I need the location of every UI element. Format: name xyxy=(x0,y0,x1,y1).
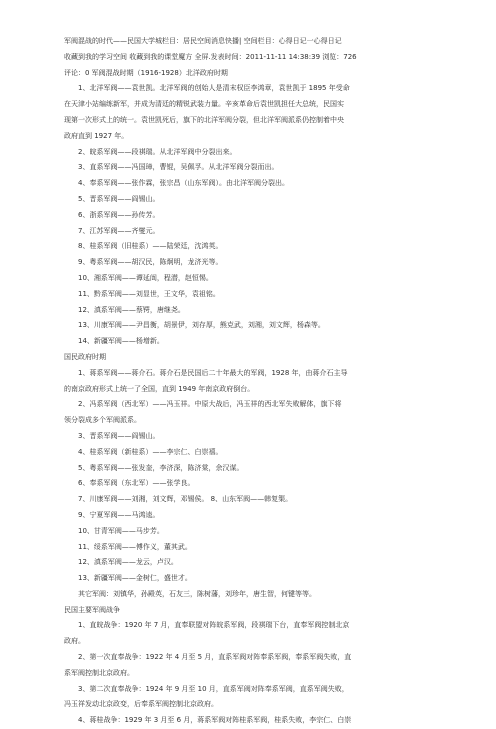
beiyang-line: 4、奉系军阀——张作霖，张宗昌（山东军阀）。由北洋军阀分裂出。 xyxy=(78,179,289,188)
beiyang-line: 5、晋系军阀——阎锡山。 xyxy=(78,194,160,203)
beiyang-line: 7、江苏军阀——齐燮元。 xyxy=(78,226,160,235)
wars-line: 2、第一次直奉战争：1922 年 4 月至 5 月，直系军阀对阵奉系军阀，奉系军阀失败，直 xyxy=(78,653,352,662)
beiyang-line: 在天津小站编练新军，并成为清廷的精锐武装力量。辛亥革命后袁世凯担任大总统，民国实 xyxy=(64,100,344,109)
section-title-wars: 民国主要军阀战争 xyxy=(64,605,120,614)
wars-line: 3、第二次直奉战争：1924 年 9 月至 10 月，直系军阀对阵奉系军阀，直系军阀失败， xyxy=(78,684,349,693)
beiyang-line: 2、皖系军阀——段祺瑞。从北洋军阀中分裂出来。 xyxy=(78,147,237,156)
guomin-line: 10、甘青军阀——马步芳。 xyxy=(78,526,164,535)
header-line: 评论：0 军阀混战时期（1916-1928）北洋政府时期 xyxy=(64,68,228,77)
header-line: 收藏到我的学习空间 收藏到我的课堂魔方 全屏.发表时间：2011-11-11 14:38:39 浏览：726 xyxy=(64,52,357,61)
guomin-line: 1、蒋系军阀——蒋介石。蒋介石是民国后二十年最大的军阀，1928 年，由蒋介石主导 xyxy=(78,368,348,377)
beiyang-line: 14、新疆军阀——杨增新。 xyxy=(78,337,164,346)
beiyang-line: 12、滇系军阀——蔡锷，唐继尧。 xyxy=(78,305,185,314)
beiyang-line: 政府直到 1927 年。 xyxy=(64,131,129,140)
guomin-line: 11、绥系军阀——傅作义，董其武。 xyxy=(78,542,192,551)
guomin-line: 9、宁夏军阀——马鸿逵。 xyxy=(78,510,160,519)
wars-line: 系军阀控制北京政府。 xyxy=(64,668,134,677)
guomin-line: 领分裂成多个军阀派系。 xyxy=(64,416,141,425)
beiyang-line: 9、粤系军阀——胡汉民，陈炯明，龙济光等。 xyxy=(78,258,223,267)
guomin-line: 其它军阀：刘镇华，孙殿英，石友三，陈树藩，刘珍年，唐生智，何键等等。 xyxy=(78,589,316,598)
beiyang-line: 6、浙系军阀——孙传芳。 xyxy=(78,210,160,219)
beiyang-line: 1、北洋军阀——袁世凯。北洋军阀的创始人是清末权臣李鸿章，袁世凯于 1895 年受命 xyxy=(78,84,350,93)
guomin-line: 12、滇系军阀——龙云，卢汉。 xyxy=(78,558,178,567)
beiyang-line: 11、黔系军阀——刘显世，王文华，袁祖铭。 xyxy=(78,289,220,298)
beiyang-line: 3、直系军阀——冯国璋，曹锟，吴佩孚。从北洋军阀分裂而出。 xyxy=(78,163,279,172)
guomin-line: 6、奉系军阀（东北军）——张学良。 xyxy=(78,479,195,488)
guomin-line: 的南京政府形式上统一了全国，直到 1949 年南京政府倒台。 xyxy=(64,384,255,393)
beiyang-line: 8、桂系军阀（旧桂系）——陆荣廷，沈鸿英。 xyxy=(78,242,223,251)
header-line: 军阀混战的时代——民国大学城栏目：居民空间消息快播| 空间栏目：心得日记一心得日记 xyxy=(64,37,342,45)
wars-line: 冯玉祥发动北京政变，后奉系军阀控制北京政府。 xyxy=(64,700,218,709)
beiyang-line: 现第一次形式上的统一。袁世凯死后，旗下的北洋军阀分裂，但北洋军阀派系仍控制着中央 xyxy=(64,115,344,124)
guomin-line: 2、冯系军阀（西北军）——冯玉祥。中原大战后，冯玉祥的西北军失败解体，旗下将 xyxy=(78,400,342,409)
beiyang-line: 13、川康军阀——尹昌衡，胡景伊，刘存厚，熊克武，刘湘，刘文辉，杨森等。 xyxy=(78,321,325,330)
guomin-line: 3、晋系军阀——阎锡山。 xyxy=(78,431,160,440)
wars-line: 1、直皖战争：1920 年 7 月，直奉联盟对阵皖系军阀，段祺瑞下台，直奉军阀控制北京 xyxy=(78,621,350,630)
guomin-line: 5、粤系军阀——张发奎，李济深，陈济棠，余汉谋。 xyxy=(78,463,244,472)
guomin-line: 7、川康军阀——刘湘，刘文辉，邓锡侯。 8、山东军阀——韩复榘。 xyxy=(78,495,293,504)
guomin-line: 4、桂系军阀（新桂系）——李宗仁、白崇禧。 xyxy=(78,447,223,456)
wars-line: 4、蒋桂战争：1929 年 3 月至 6 月，蒋系军阀对阵桂系军阀，桂系失败，李宗仁、白崇 xyxy=(78,716,352,725)
beiyang-line: 10、湘系军阀——谭延闿，程潜，赵恒惕。 xyxy=(78,273,213,282)
guomin-line: 13、新疆军阀——金树仁，盛世才。 xyxy=(78,574,192,583)
wars-line: 政府。 xyxy=(64,637,85,646)
section-title-guomin: 国民政府时期 xyxy=(64,352,106,361)
